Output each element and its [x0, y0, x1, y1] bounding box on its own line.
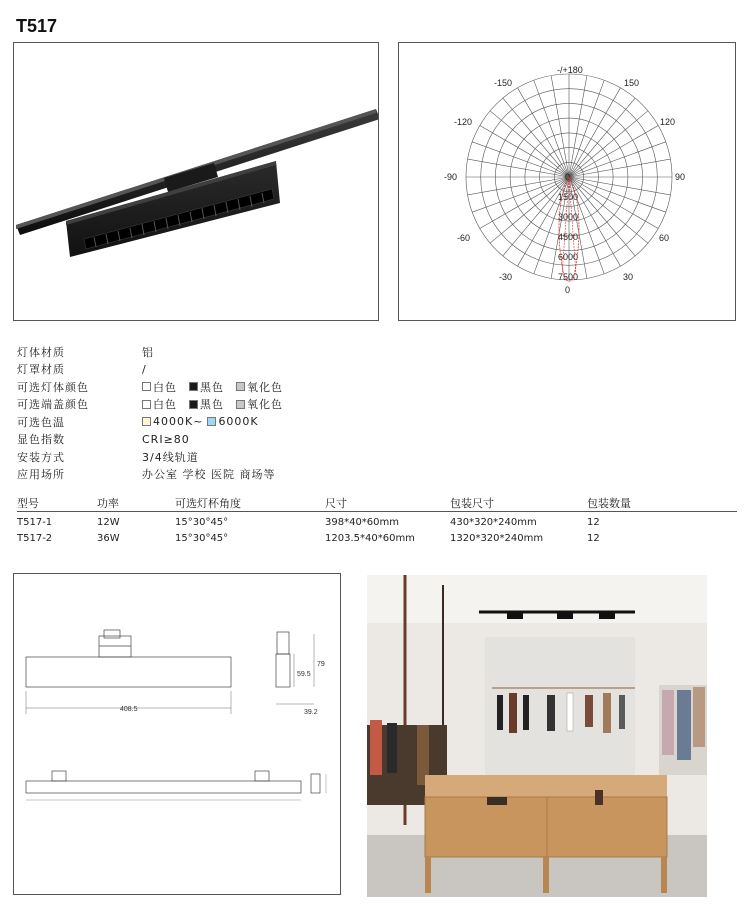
spec-row-cri: 显色指数 CRI≥80 [17, 432, 190, 447]
angle-label-30: 30 [623, 272, 634, 282]
angle-label-m120: -120 [454, 117, 473, 127]
product-photo [13, 42, 379, 321]
color-swatch-warm [142, 417, 151, 426]
spec-row-body-color: 可选灯体颜色 白色 黑色 氧化色 [17, 380, 283, 394]
color-swatch-oxide [236, 400, 245, 409]
angle-label-150: 150 [624, 78, 640, 88]
polar-distribution-chart [398, 42, 736, 321]
color-swatch-black [189, 382, 198, 391]
angle-label-180: -/+180 [557, 65, 583, 75]
angle-label-120: 120 [660, 117, 676, 127]
spec-row-shade-material: 灯罩材质 / [17, 362, 147, 377]
color-swatch-oxide [236, 382, 245, 391]
dim-width-label: 39.2 [304, 709, 318, 716]
drawing-front-body [26, 657, 231, 687]
color-swatch-black [189, 400, 198, 409]
model-table [17, 495, 737, 548]
drawing-long-body [26, 781, 301, 793]
spec-row-endcap-color: 可选端盖颜色 白色 黑色 氧化色 [17, 398, 283, 412]
color-swatch-white [142, 382, 151, 391]
table-row: T517-2 36W 15°30°45° 1203.5*40*60mm 1320*320*240mm 12 [17, 532, 600, 544]
angle-label-90: 90 [675, 172, 686, 182]
showroom-photo [367, 575, 707, 897]
radial-label-3000: 3000 [558, 212, 579, 222]
angle-label-0: 0 [565, 285, 571, 295]
radial-label-6000: 6000 [558, 252, 579, 262]
spec-row-installation: 安装方式 3/4线轨道 [17, 450, 199, 464]
spec-row-application: 应用场所 办公室 学校 医院 商场等 [17, 468, 276, 482]
angle-label-m60: -60 [457, 233, 471, 243]
dim-length-label: 408.5 [120, 706, 138, 713]
table-header: 型号 功率 可选灯杯角度 尺寸 包装尺寸 包装数量 [17, 495, 737, 512]
drawing-adapter [99, 636, 131, 657]
radial-label-4500: 4500 [558, 232, 579, 242]
radial-label-1500: 1500 [558, 192, 579, 202]
technical-drawing [13, 573, 341, 895]
angle-label-60: 60 [659, 233, 670, 243]
color-swatch-white [142, 400, 151, 409]
dim-height-inner-label: 59.5 [297, 671, 311, 678]
color-swatch-cool [207, 417, 216, 426]
angle-label-m30: -30 [499, 272, 513, 282]
drawing-side-body [276, 654, 290, 687]
track-light-illustration [14, 43, 379, 321]
angle-label-m150: -150 [494, 78, 513, 88]
table-row: T517-1 12W 15°30°45° 398*40*60mm 430*320*240mm 12 [17, 516, 600, 528]
spec-list [17, 343, 437, 483]
radial-label-7500: 7500 [558, 272, 579, 282]
dim-height-outer-label: 79 [317, 661, 325, 668]
angle-label-m90: -90 [444, 172, 458, 182]
product-title: T517 [16, 16, 58, 36]
radial-label-0: 0 [565, 172, 571, 182]
spec-row-color-temp: 可选色温 4000K~ 6000K [17, 415, 259, 429]
spec-row-body-material: 灯体材质 铝 [17, 345, 154, 359]
